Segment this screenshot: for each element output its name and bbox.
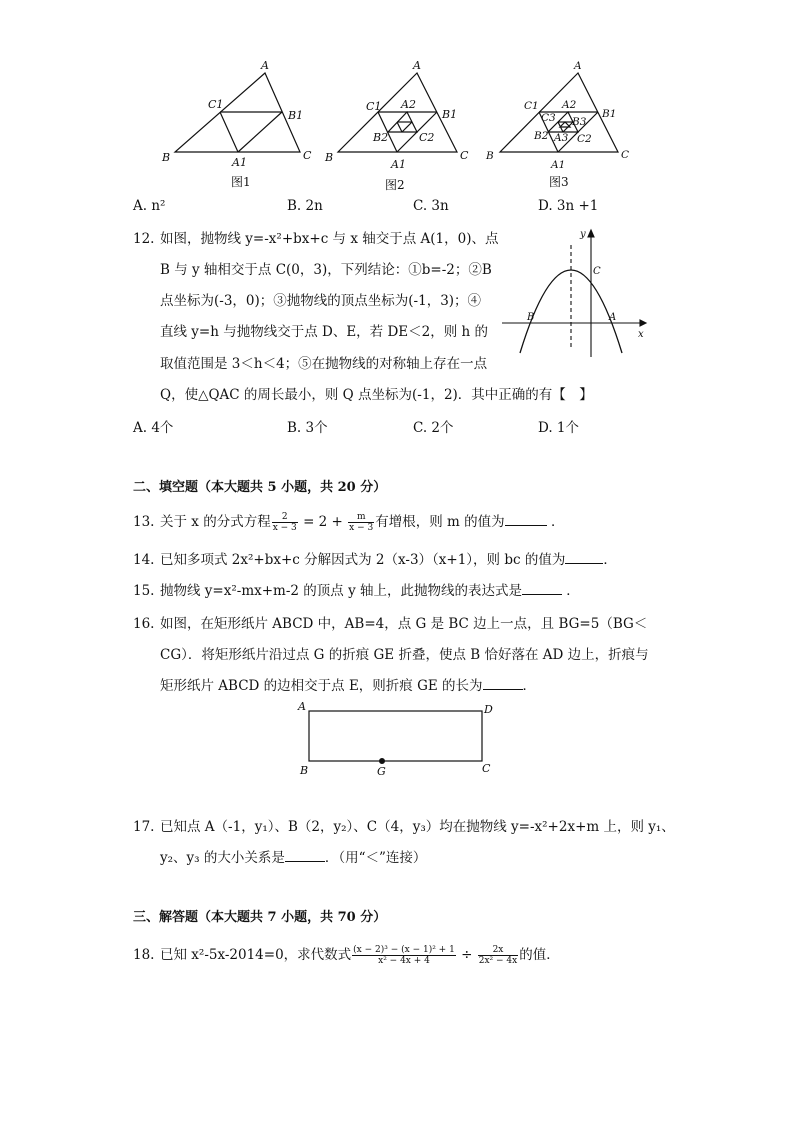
rect-label-d: D [484,703,493,716]
q12-line-5: 取值范围是 3＜h＜4；⑤在抛物线的对称轴上存在一点 [160,356,488,372]
q14-end: ． [603,552,617,568]
q17-answer-blank [285,849,325,862]
q18-number: 18. [133,947,155,963]
fig3-label-b2: B2 [534,130,549,142]
fig3-label-c: C [621,149,630,161]
caption-fig2: 图2 [385,178,405,192]
q14-text-line [160,550,617,570]
q12-number: 12. [133,231,155,247]
rectangle-abcd [309,711,482,761]
q13-f2-denominator: x − 3 [349,523,374,533]
fig3-label-c3: C3 [541,112,556,124]
q14-number: 14. [133,552,155,568]
fig2-label-c: C [460,149,469,162]
q11-option-a: A. n² [133,198,166,214]
parabola-graph [500,225,650,360]
q13-end: ． [550,514,565,530]
graph-label-a: A [609,312,617,323]
fig2-label-a1: A1 [391,158,406,171]
fig2-label-b1: B1 [442,108,458,121]
q12-line-4: 直线 y=h 与抛物线交于点 D、E，若 DE＜2，则 h 的 [160,324,489,340]
q13-post: 有增根，则 m 的值为 [375,514,505,530]
fig3-label-b: B [486,150,494,162]
triangle-figures [160,55,640,195]
fig3-label-c1: C1 [524,100,539,112]
q17-line-2 [160,848,426,868]
q16-line-2: CG）．将矩形纸片沿过点 G 的折痕 GE 折叠，使点 B 恰好落在 AD 边上，折痕与 [160,647,649,663]
rect-label-c: C [482,762,491,775]
fig1-label-b1: B1 [288,109,304,122]
fig3-label-b3: B3 [572,116,587,128]
q15-number: 15. [133,583,155,599]
q12-line-1: 如图，抛物线 y=-x²+bx+c 与 x 轴交于点 A(1，0)、点 [160,231,499,247]
fig1-label-a1: A1 [232,156,247,169]
q12-line-6: Q，使△QAC 的周长最小，则 Q 点坐标为(-1，2)．其中正确的有【 】 [160,387,593,403]
q12-option-a: A. 4个 [133,420,174,436]
q15-text: 抛物线 y=x²-mx+m-2 的顶点 y 轴上，此抛物线的表达式是 [160,583,522,599]
fig1-label-c1: C1 [208,98,224,111]
fig3-label-a1: A1 [551,159,566,171]
fig1-label-c: C [303,149,312,162]
q13-mid: = 2 + [298,514,348,530]
q18-f2-denominator: 2x² − 4x [478,956,518,966]
q17-line-1: 已知点 A（-1，y₁）、B（2，y₂）、C（4，y₃）均在抛物线 y=-x²+2x+m 上，则 y₁、 [160,819,675,835]
q11-option-b: B. 2n [287,198,323,214]
fig2-label-b2: B2 [373,131,389,144]
rect-label-g: G [377,765,386,778]
q13-fraction-2 [348,512,374,533]
q17-number: 17. [133,819,155,835]
fig2-label-a2: A2 [401,98,416,111]
graph-label-x: x [638,329,644,340]
rect-label-b: B [300,764,309,777]
q12-option-d: D. 1个 [538,420,580,436]
q12-option-b: B. 3个 [287,420,328,436]
q11-option-d: D. 3n +1 [538,198,599,214]
fig2-label-a: A [413,59,421,72]
q15-answer-blank [522,582,562,595]
q18-fraction-1 [352,945,456,966]
q13-f1-denominator: x − 3 [272,523,297,533]
fig2-label-c1: C1 [366,100,382,113]
fig3-label-c2: C2 [577,133,592,145]
q18-fraction-2 [478,945,518,966]
q13-number: 13. [133,514,155,530]
fig3-label-a: A [574,60,582,72]
graph-label-b: B [527,312,535,323]
q13-fraction-1 [272,512,298,533]
section-2-heading: 二、填空题（本大题共 5 小题，共 20 分） [133,480,387,495]
q16-number: 16. [133,616,155,632]
q17-line-2-pre: y₂、y₃ 的大小关系是 [160,850,285,866]
figure-1 [175,73,300,152]
q14-text: 已知多项式 2x²+bx+c 分解因式为 2（x-3）（x+1），则 bc 的值为 [160,552,566,568]
q18-post: 的值． [519,947,560,963]
q14-answer-blank [565,551,603,564]
graph-label-c: C [593,266,601,277]
fig1-label-b: B [162,151,171,164]
fig2-label-c2: C2 [419,131,435,144]
q15-text-line [160,581,580,601]
q16-end: ． [522,678,537,694]
q15-end: ． [566,583,580,599]
figure-2 [338,73,457,152]
q16-answer-blank [483,677,523,690]
fig3-label-a3: A3 [554,132,569,144]
q18-f1-numerator: (x − 2)³ − (x − 1)² + 1 [353,945,455,955]
q13-text [160,512,564,533]
q13-f1-numerator: 2 [272,512,298,523]
q13-f2-numerator: m [348,512,374,523]
q17-line-2-post: ．（用“＜”连接） [324,850,427,866]
q13-pre: 关于 x 的分式方程 [160,514,271,530]
section-3-heading: 三、解答题（本大题共 7 小题，共 70 分） [133,910,387,925]
q18-pre: 已知 x²-5x-2014=0，求代数式 [160,947,352,963]
q12-line-3: 点坐标为(-3，0)；③抛物线的顶点坐标为(-1，3)；④ [160,293,482,309]
graph-label-y: y [580,229,586,240]
fig2-label-b: B [325,151,334,164]
rect-label-a: A [298,700,306,713]
fig1-label-a: A [261,59,269,72]
q18-text [160,945,560,966]
q18-div: ÷ [456,947,477,963]
point-g [379,758,385,764]
caption-fig3: 图3 [549,175,569,189]
q12-line-2: B 与 y 轴相交于点 C(0，3)，下列结论：①b=-2；②B [160,262,492,278]
q16-line-3-wrap [160,676,536,696]
q12-option-c: C. 2个 [413,420,454,436]
q13-answer-blank [505,513,547,526]
q16-line-1: 如图，在矩形纸片 ABCD 中，AB=4，点 G 是 BC 边上一点，且 BG=5（BG＜ [160,616,648,632]
fig3-label-a2: A2 [562,99,577,111]
q18-f2-numerator: 2x [478,945,518,956]
q18-f1-denominator: x² − 4x + 4 [378,956,430,966]
caption-fig1: 图1 [231,175,251,189]
q16-line-3: 矩形纸片 ABCD 的边相交于点 E，则折痕 GE 的长为 [160,678,483,694]
fig3-label-b1: B1 [602,108,617,120]
rectangle-figure [295,698,505,780]
q11-option-c: C. 3n [413,198,449,214]
